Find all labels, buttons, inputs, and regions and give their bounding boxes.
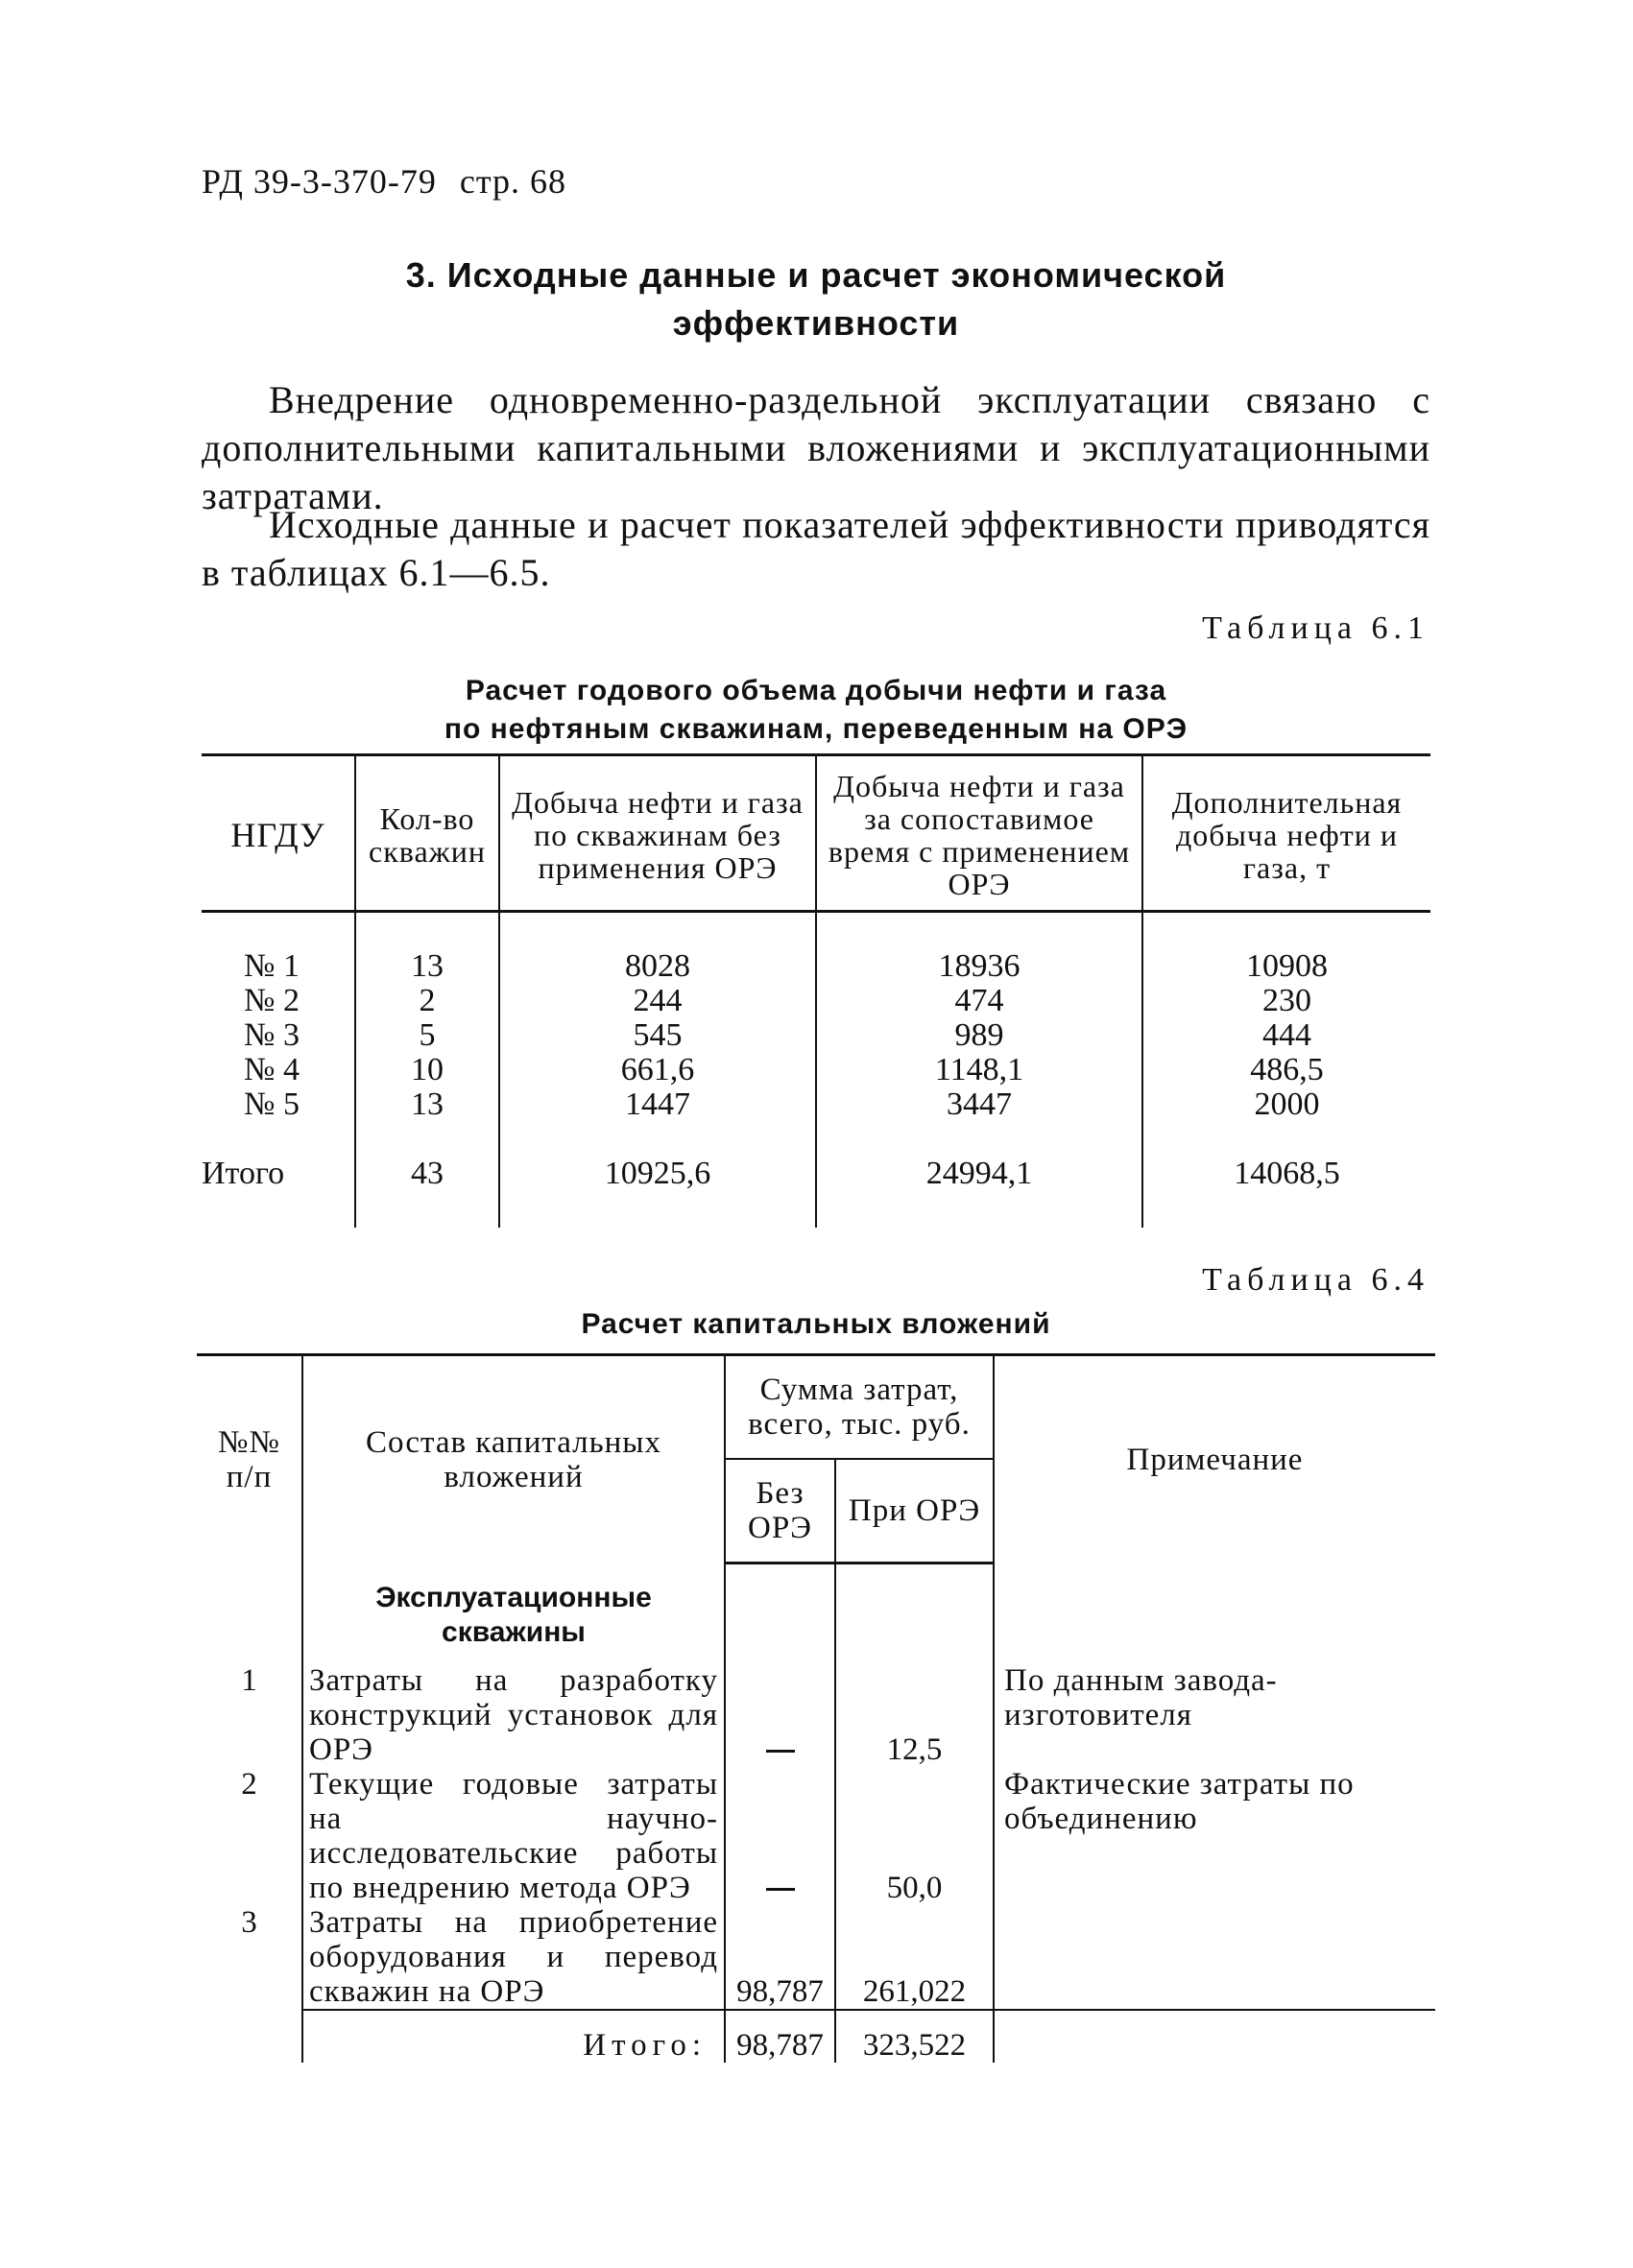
table-6-1-caption-line-1: Расчет годового объема добычи нефти и газа: [465, 675, 1167, 706]
cell-with-ore: 50,0: [835, 1767, 994, 1905]
column-header-additional-output: Дополнительная добыча нефти и газа, т: [1142, 755, 1430, 912]
cell-note: По данным завода-изготовителя: [994, 1663, 1435, 1767]
cell-total-output-with: 24994,1: [816, 1157, 1142, 1191]
table-6-1-caption: [202, 672, 1430, 749]
cell-well-count: 10: [355, 1053, 499, 1087]
cell-output-with: 1148,1: [816, 1053, 1142, 1087]
cell-total-with-ore: 323,522: [835, 2010, 994, 2063]
table-row: [197, 1663, 1435, 1767]
table-row: [202, 984, 1430, 1018]
table-row: [202, 949, 1430, 984]
section-title-line-2: эффективности: [672, 303, 960, 343]
paragraph-2: [202, 501, 1430, 597]
table-6-1-label: Таблица 6.1: [1202, 610, 1429, 646]
column-header-with-ore: При ОРЭ: [835, 1459, 994, 1564]
cell-output-with: 989: [816, 1018, 1142, 1053]
cell-total-well-count: 43: [355, 1157, 499, 1191]
table-row: [202, 1087, 1430, 1122]
cell-additional: 2000: [1142, 1087, 1430, 1122]
cell-note: Фактические затраты по объединению: [994, 1767, 1435, 1905]
paragraph-1: [202, 376, 1430, 520]
cell-row-number: 1: [241, 1662, 257, 1698]
table-header-row: [197, 1355, 1435, 1460]
cell-additional: 10908: [1142, 949, 1430, 984]
cell-total-without-ore: 98,787: [725, 2010, 835, 2063]
paragraph-1-text: Внедрение одновременно-раздельной эксплуатации связано с дополнительными капитальными вложениями и эксплуатационными затратами.: [202, 378, 1430, 517]
table-row: [197, 1905, 1435, 2010]
cell-output-with: 474: [816, 984, 1142, 1018]
cell-total-label: Итого: [202, 1156, 285, 1191]
column-header-output-with-ore: Добыча нефти и газа за сопоставимое время с применением ОРЭ: [816, 755, 1142, 912]
table-6-4: [197, 1353, 1435, 2063]
column-header-well-count: Кол-во скважин: [355, 755, 499, 912]
cell-output-with: 3447: [816, 1087, 1142, 1122]
cell-note: [994, 1905, 1435, 2010]
table-row: [197, 1767, 1435, 1905]
table-total-row: [197, 2010, 1435, 2063]
cell-ngdu: № 5: [244, 1086, 300, 1122]
cell-total-output-without: 10925,6: [499, 1157, 816, 1191]
cell-without-ore: [725, 1767, 835, 1905]
cell-ngdu: № 1: [244, 948, 300, 984]
cell-without-ore: 98,787: [725, 1905, 835, 2010]
dash-mark: [766, 1888, 795, 1891]
column-header-output-without-ore: Добыча нефти и газа по скважинам без применения ОРЭ: [499, 755, 816, 912]
cell-output-without: 244: [499, 984, 816, 1018]
cell-additional: 230: [1142, 984, 1430, 1018]
column-header-composition: Состав капитальных вложений: [302, 1355, 725, 1564]
cell-description: Затраты на разработку конструкций установок для ОРЭ: [302, 1663, 725, 1767]
cell-additional: 486,5: [1142, 1053, 1430, 1087]
column-header-number: №№ п/п: [197, 1355, 302, 1564]
table-group-row: [197, 1564, 1435, 1663]
cell-well-count: 5: [355, 1018, 499, 1053]
document-code: РД 39-3-370-79: [202, 162, 437, 201]
cell-well-count: 13: [355, 949, 499, 984]
table-total-row: [202, 1157, 1430, 1191]
table-row: [202, 1018, 1430, 1053]
cell-well-count: 2: [355, 984, 499, 1018]
cell-ngdu: № 3: [244, 1017, 300, 1053]
cell-total-label: Итого:: [302, 2010, 725, 2063]
table-6-1: [202, 753, 1430, 1228]
section-title-line-1: 3. Исходные данные и расчет экономической: [405, 255, 1227, 295]
section-title: [202, 251, 1430, 347]
table-header-row: [202, 755, 1430, 912]
paragraph-2-text: Исходные данные и расчет показателей эффективности приводятся в таблицах 6.1—6.5.: [202, 503, 1430, 594]
cell-output-without: 661,6: [499, 1053, 816, 1087]
cell-description: Затраты на приобретение оборудования и перевод скважин на ОРЭ: [302, 1905, 725, 2010]
dash-mark: [766, 1750, 795, 1753]
group-label: Эксплуатационные скважины: [302, 1564, 725, 1663]
cell-total-additional: 14068,5: [1142, 1157, 1430, 1191]
cell-row-number: 3: [241, 1904, 257, 1940]
table-6-4-caption: Расчет капитальных вложений: [581, 1308, 1051, 1340]
column-header-ngdu: НГДУ: [202, 755, 355, 912]
column-header-total-sum: Сумма затрат, всего, тыс. руб.: [725, 1355, 994, 1460]
cell-ngdu: № 4: [244, 1052, 300, 1087]
cell-ngdu: № 2: [244, 983, 300, 1018]
cell-additional: 444: [1142, 1018, 1430, 1053]
cell-description: Текущие годовые затраты на научно-исследовательские работы по внедрению метода ОРЭ: [302, 1767, 725, 1905]
cell-with-ore: 12,5: [835, 1663, 994, 1767]
cell-with-ore: 261,022: [835, 1905, 994, 2010]
cell-output-with: 18936: [816, 949, 1142, 984]
table-row: [202, 1053, 1430, 1087]
column-header-note: Примечание: [994, 1355, 1435, 1564]
cell-output-without: 8028: [499, 949, 816, 984]
table-6-1-caption-line-2: по нефтяным скважинам, переведенным на ОРЭ: [444, 713, 1189, 745]
page-number: стр. 68: [459, 162, 566, 201]
cell-well-count: 13: [355, 1087, 499, 1122]
column-header-without-ore: Без ОРЭ: [725, 1459, 835, 1564]
cell-output-without: 1447: [499, 1087, 816, 1122]
cell-without-ore: [725, 1663, 835, 1767]
table-6-4-label: Таблица 6.4: [1202, 1262, 1429, 1298]
cell-output-without: 545: [499, 1018, 816, 1053]
cell-row-number: 2: [241, 1766, 257, 1802]
page-header: [202, 161, 566, 202]
